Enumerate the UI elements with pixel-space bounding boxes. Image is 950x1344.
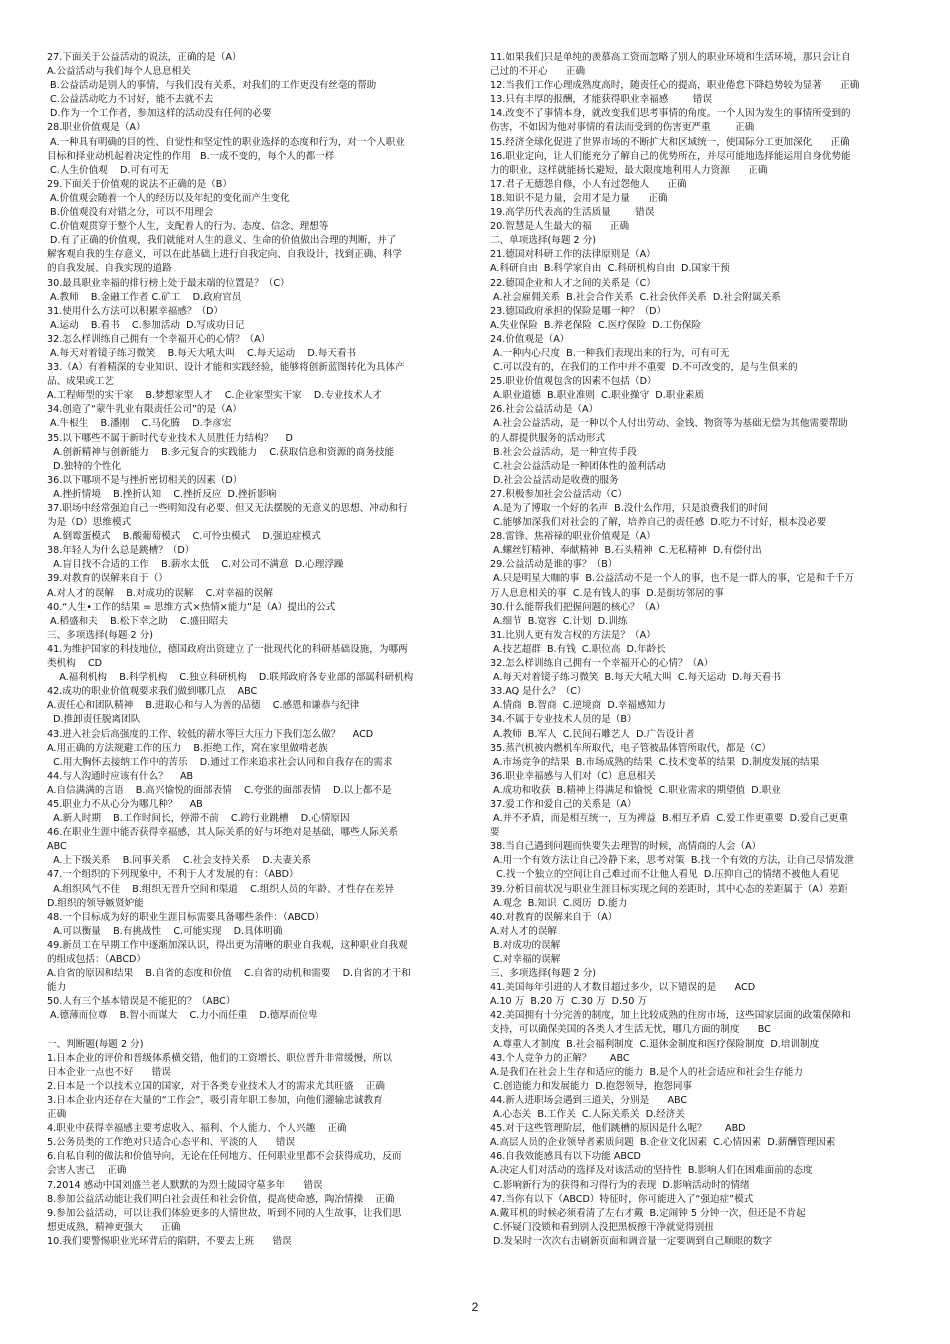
text-line: A.教师 B.金融工作者 C.矿工 D.政府官员	[47, 291, 242, 303]
text-line: 一、判断题(每题 2 分)	[47, 1038, 144, 1050]
text-line: 3.日本企业内还存在大量的“工作会”，吸引青年职工参加，向他们灌输忠诚教育	[47, 1094, 383, 1106]
text-line: A.福利机构 B.科学机构 C.独立科研机构 D.联邦政府各专业部的部属科研机构	[47, 672, 414, 684]
text-line: A.社会公益活动，是一种以个人付出劳动、金钱、物资等为基础无偿为其他需要帮助	[490, 418, 848, 430]
text-line: A.用一个有效方法让自己冷静下来，思考对策 B.找一个有效的方法，让自己尽情发泄	[490, 855, 855, 867]
text-line: 6.自私自利的做法和价值导向，无论在任何地方、任何职业里都不会获得成功，反而	[47, 1151, 402, 1163]
text-line: 的人群提供服务的活动形式	[490, 432, 606, 444]
text-line: 19.高学历代表高的生活质量 错误	[490, 207, 655, 219]
text-line: 33.（A）有着精深的专业知识、设计才能和实践经验，能够将创新蓝图转化为具体产	[47, 362, 405, 374]
text-line: 13.只有丰厚的报酬，才能获得职业幸福感 错误	[490, 94, 712, 106]
text-line: 17.君子无德怨自修，小人有过怨他人 正确	[490, 178, 687, 190]
text-line: A.倒霉蛋模式 B.酸葡萄模式 C.可怜虫模式 D.强迫症模式	[47, 531, 321, 543]
text-line: A.10 万 B.20 万 C.30 万 D.50 万	[490, 996, 647, 1008]
text-line: 39.对教育的误解来自于（）	[47, 573, 168, 585]
text-line: 8.参加公益活动能让我们明白社会责任和社会价值，提高使命感，陶冶情操 正确	[47, 1193, 395, 1205]
text-line: B.公益活动是别人的事情，与我们没有关系，对我们的工作更没有丝毫的帮助	[47, 80, 377, 92]
text-line: C.对幸福的误解	[490, 954, 561, 965]
text-line: C.价值观贯穿于整个人生，支配着人的行为、态度、信念、理想等	[47, 221, 329, 233]
text-line: A.每天对着镜子练习微笑 B.每天大吼大叫 C.每天运动 D.每天看书	[490, 672, 781, 684]
text-line: 48.一个目标成为好的职业生涯目标需要具备哪些条件：（ABCD）	[47, 911, 325, 923]
text-line: 三、多项选择(每题 2 分)	[490, 968, 597, 980]
text-line: A.情商 B.智商 C.逆境商 D.幸福感知力	[490, 700, 666, 712]
text-line: D.作为一个工作者，参加这样的活动没有任何的必要	[47, 108, 272, 120]
text-line: 42.美国拥有十分完善的制度，加上比较成熟的住房市场，这些国家层面的政策保障和	[490, 1010, 851, 1022]
text-line: 16.职业定向，让人们能充分了解自己的优势所在，并尽可能地选择能运用自身优势能	[490, 150, 851, 162]
text-line: A.对人才的误解	[490, 925, 558, 937]
text-line: C.怀疑门没锁和看到别人没把黑板擦干净就觉得别扭	[490, 1221, 714, 1233]
text-line: 25.职业价值观包含的因素不包括（D）	[490, 376, 657, 388]
text-line: 24.价值观是（A）	[490, 333, 570, 345]
text-line: D.推卸责任脱离团队	[47, 714, 141, 726]
text-line: A.牛根生 B.潘刚 C.马化腾 D.李彦宏	[47, 418, 232, 430]
text-line: A.挫折情境 B.挫折认知 C.挫折反应 D.挫折影响	[47, 488, 277, 500]
text-line: A.工程师型的实干家 B.梦想家型人才 C.企业家型实干家 D.专业技术人才	[47, 390, 382, 402]
text-line: 41.为维护国家的科技地位，德国政府出资建立了一批现代化的科研基础设施，为哪两	[47, 643, 408, 655]
text-line: B.社会公益活动，是一种宣传手段	[490, 446, 637, 458]
text-line: 29.公益活动是谁的事？（B）	[490, 559, 618, 571]
text-line: A.是我们在社会上生存和适应的能力 B.是个人的社会适应和社会生存能力	[490, 1066, 803, 1078]
text-line: C.能够加深我们对社会的了解，培养自己的责任感 D.吃力不讨好，根本没必要	[490, 517, 827, 529]
text-line: 二、单项选择(每题 2 分)	[490, 235, 597, 247]
right-column	[490, 51, 903, 1249]
text-line: D.发呆时一次次右击刷新页面和调音量一定要调到自己顺眼的数字	[490, 1235, 773, 1247]
text-line: C.社会公益活动是一种团体性的盈利活动	[490, 460, 666, 472]
text-line: C.创造能力和发展能力 D.抱怨领导，抱怨同事	[490, 1080, 693, 1092]
text-line: A.螺丝钉精神、奉献精神 B.石头精神 C.无私精神 D.有偿付出	[490, 545, 762, 557]
text-line: 类机构 CD	[47, 658, 103, 670]
text-line: A.公益活动与我们每个人息息相关	[47, 66, 191, 78]
text-line: A.只是明星大咖的事 B.公益活动不是一个人的事，也不是一群人的事，它是和千千万	[490, 573, 855, 585]
text-line: 己过的不开心 正确	[490, 66, 586, 78]
text-line: C.公益活动吃力不讨好，能不去就不去	[47, 94, 214, 106]
text-line: 45.对于这些管理阶层，他们跳槽的原因是什么呢？ ABD	[490, 1123, 746, 1135]
text-line: 品、成果或工艺	[47, 376, 115, 388]
text-line: A.是为了博取一个好的名声 B.没什么作用，只是浪费我们的时间	[490, 503, 768, 514]
text-line: 38.年轻人为什么总是跳槽？（D）	[47, 545, 195, 557]
text-line: 31.比别人更有发言权的方法是？（A）	[490, 629, 656, 641]
text-line: 41.美国每年引进的人才数目超过多少，以下错误的是 ACD	[490, 982, 756, 994]
text-line: 36.职业幸福感与人们对（C）息息相关	[490, 770, 656, 782]
text-line: 40.对教育的误解来自于（A）	[490, 911, 618, 923]
text-line: 34.不属于专业技术人员的是（B）	[490, 714, 637, 726]
text-line: A.一种具有明确的目的性、自觉性和坚定性的职业选择的态度和行为，对一个人职业	[47, 136, 405, 148]
text-line: 9.参加公益活动，可以让我们体验更多的人情世故，听到不同的人生故事，让我们思	[47, 1207, 402, 1219]
text-line: 支持，可以确保美国的各类人才生活无忧，哪几方面的制度 BC	[490, 1024, 771, 1036]
page-number: 2	[471, 1300, 479, 1314]
text-line: C.人生价值观 D.可有可无	[47, 164, 169, 176]
text-line: 49.新员工在早期工作中逐渐加深认识，得出更为清晰的职业自我观，这种职业自我观	[47, 939, 408, 951]
text-line: A.决定人们对活动的选择及对该活动的坚持性 B.影响人们在困难面前的态度	[490, 1165, 813, 1177]
text-line: 38.当自己遇到问题而快要失去理智的时候，高情商的人会（A）	[490, 841, 762, 853]
text-line: A.自省的原因和结果 B.自省的态度和价值 C.自省的动机和需要 D.自省的才干和	[47, 968, 411, 980]
text-line: 的组成包括：（ABCD）	[47, 954, 147, 965]
text-line: 32.怎么样训练自己拥有一个幸福开心的心情？（A）	[47, 333, 271, 345]
text-line: 的自我发展、自我实现的道路	[47, 263, 172, 275]
text-line: A.并不矛盾，而是相互统一，互为裨益 B.相互矛盾 C.爱工作更重要 D.爱自己更重	[490, 813, 849, 825]
text-line: 47.当你有以下（ABCD）特征时，你可能进入了“强迫症”模式	[490, 1193, 754, 1205]
text-line: 想更成熟，精神更强大 正确	[47, 1221, 181, 1233]
text-line: B.对成功的误解	[490, 939, 561, 951]
text-line: 11.如果我们只是单纯的羡慕高工资而忽略了别人的职业环境和生活环境，那只会让自	[490, 52, 851, 63]
text-line: A.新人时期 B.工作时间长，停滞不前 C.跨行业跳槽 D.心情原因	[47, 813, 350, 825]
text-line: A.每天对着镜子练习微笑 B.每天大吼大叫 C.每天运动 D.每天看书	[47, 347, 357, 359]
text-line: D.社会公益活动是收费的服务	[490, 474, 619, 486]
text-line: C.可以没有的，在我们的工作中并不重要 D.不可改变的，是与生俱来的	[490, 362, 798, 374]
text-line: 23.德国政府承担的保险是哪一种？（D）	[490, 305, 667, 317]
text-line: 正确	[47, 1109, 67, 1121]
text-line: 44.与人沟通时应该有什么？ AB	[47, 770, 194, 782]
text-line: A.细节 B.宽容 C.计划 D.训练	[490, 615, 628, 627]
text-line: A.责任心和团队精神 B.进取心和与人为善的品德 C.感恩和谦恭与纪律	[47, 700, 360, 712]
text-line: A.心态关 B.工作关 C.人际关系关 D.经济关	[490, 1109, 685, 1121]
text-line: 10.我们要警惕职业光环背后的陷阱，不要去上班 错误	[47, 1235, 292, 1247]
text-line: 46.在职业生涯中能否获得幸福感，其人际关系的好与坏绝对是基础，哪些人际关系	[47, 827, 399, 839]
text-line: 26.社会公益活动是（A）	[490, 404, 599, 416]
text-line: 30.最具职业幸福的排行榜上处于最末端的位置是？（C）	[47, 277, 290, 289]
left-column	[47, 51, 460, 1249]
text-line: 28.雷锋、焦裕禄的职业价值观是（A）	[490, 531, 656, 543]
text-line: 能力	[47, 982, 67, 994]
text-line: 37.爱工作和爱自己的关系是（A）	[490, 798, 637, 810]
text-line: A.运动 B.看书 C.参加活动 D.写成功日记	[47, 319, 245, 331]
text-line: A.一种内心尺度 B.一种我们表现出来的行为，可有可无	[490, 347, 730, 359]
text-line: 29.下面关于价值观的说法不正确的是（B）	[47, 178, 232, 190]
text-line: 40.“人生•工作的结果 = 思维方式×热情×能力”是（A）提出的公式	[47, 601, 336, 613]
text-line: 解客观自我的生存意义，可以在此基础上进行自我定向、自我设计，找到正确、科学	[47, 249, 402, 261]
text-line: C.影响新行为的获得和习得行为的表现 D.影响活动时的情绪	[490, 1179, 750, 1191]
text-line: 27.下面关于公益活动的说法，正确的是（A）	[47, 52, 242, 63]
text-line: A.可以衡量 B.有挑战性 C.可能实现 D.具体明确	[47, 925, 283, 937]
text-line: 会害人害己 正确	[47, 1165, 127, 1177]
text-line: A.对人才的误解 B.对成功的误解 C.对幸福的误解	[47, 587, 273, 599]
text-line: A.上下级关系 B.同事关系 C.社会支持关系 D.夫妻关系	[47, 855, 312, 867]
text-line: 33.AQ 是什么？（C）	[490, 686, 587, 698]
text-line: 7.2014 感动中国刘盛兰老人默默的为烈士陵园守墓多年 错误	[47, 1179, 323, 1191]
text-line: A.自信满满的言语 B.高兴愉悦的面部表情 C.夸张的面部表情 D.以上都不是	[47, 784, 392, 796]
text-line: 力的职业，这样就能扬长避短，最大限度地利用人力资源 正确	[490, 164, 768, 176]
text-line: A.组织风气不佳 B.组织无晋升空间和渠道 C.组织人员的年龄、才性存在差异	[47, 883, 395, 895]
text-line: 万人息息相关的事 C.是有钱人的事 D.是街坊邻居的事	[490, 587, 724, 599]
text-line: 5.公务员类的工作绝对只适合心态平和、平淡的人 错误	[47, 1137, 296, 1149]
text-line: A.用正确的方法规避工作的压力 B.拒绝工作，窝在家里做啃老族	[47, 742, 328, 754]
text-line: A.社会雇佣关系 B.社会合作关系 C.社会伙伴关系 D.社会附属关系	[490, 291, 781, 303]
text-line: C.找一个独立的空间让自己难过而不让他人看见 D.压抑自己的情绪不被他人看见	[490, 869, 839, 881]
text-line: 4.职业中获得幸福感主要考虑收入、福利、个人能力、个人兴趣 正确	[47, 1123, 347, 1135]
text-line: C.用大胸怀去接纳工作中的苦乐 D.通过工作来追求社会认同和自我存在的需求	[47, 756, 393, 768]
text-line: A.观念 B.知识 C.阅历 D.能力	[490, 897, 628, 909]
text-line: 39.分析目前状况与职业生涯目标实现之间的差距时，其中心态的差距属于（A）差距	[490, 883, 848, 895]
text-line: A.尊重人才制度 B.社会福利制度 C.退休金制度和医疗保险制度 D.培训制度	[490, 1038, 820, 1050]
text-line: 18.知识不是力量，会用才是力量 正确	[490, 192, 668, 204]
text-line: 42.成功的职业价值观要求我们做到哪几点 ABC	[47, 686, 258, 698]
text-line: 三、多项选择(每题 2 分)	[47, 629, 154, 641]
text-line: 50.人有三个基本错误是不能犯的？（ABC）	[47, 996, 236, 1008]
text-line: A.市场竞争的结果 B.市场成熟的结果 C.技术变革的结果 D.制度发展的结果	[490, 756, 820, 768]
text-line: 43.进入社会后高强度的工作、较低的薪水等巨大压力下我们怎么做？ ACD	[47, 728, 374, 740]
text-line: 45.职业力不从心分为哪几种？ AB	[47, 798, 203, 810]
text-line: A.盲目找不合适的工作 B.薪水太低 C.对公司不满意 D.心理浮躁	[47, 559, 344, 571]
text-line: 21.德国对科研工作的法律原则是（A）	[490, 249, 656, 261]
text-line: A.高层人员的企业领导者素质问题 B.企业文化因素 C.心情因素 D.薪酬管理因素	[490, 1137, 836, 1149]
text-line: 34.创造了“蒙牛乳业有限责任公司”的是（A）	[47, 404, 242, 416]
text-line: A.失业保险 B.养老保险 C.医疗保险 D.工伤保险	[490, 319, 702, 331]
text-line: A.德薄而位尊 B.智小而谋大 C.力小而任重 D.德厚而位卑	[47, 1010, 318, 1022]
text-line: B.价值观没有对错之分，可以不用理会	[47, 207, 214, 219]
text-line: 28.职业价值观是（A）	[47, 122, 146, 134]
text-line: 15.经济全球化促进了世界市场的不断扩大和区域统一，使国际分工更加深化 正确	[490, 136, 850, 148]
text-line: 47.一个组织的下列现象中，不利于人才发展的有：（ABD）	[47, 869, 299, 881]
text-line: 37.职场中经常强迫自己一些明知没有必要、但又无法摆脱的无意义的思想、冲动和行	[47, 503, 408, 514]
text-line: 22.德国企业和人才之间的关系是（C）	[490, 277, 656, 289]
text-line: 30.什么能帮我们把握问题的核心？（A）	[490, 601, 666, 613]
text-line: 12.当我们工作心理成熟度高时，随责任心的提高，职业倦怠下降趋势较为显著 正确	[490, 80, 860, 92]
text-line: 14.改变不了事情本身，就改变我们思考事情的角度。一个人因为发生的事情所受到的	[490, 108, 851, 120]
text-line: 46.自我效能感具有以下功能 ABCD	[490, 1151, 641, 1163]
text-line: A.稻盛和夫 B.松下幸之助 C.盛田昭夫	[47, 615, 228, 627]
text-line: A.成功和收获 B.精神上得满足和愉悦 C.职业需求的期望值 D.职业	[490, 784, 781, 796]
text-line: D.有了正确的价值观，我们就能对人生的意义、生命的价值做出合理的判断，并了	[47, 235, 397, 247]
text-line: A.科研自由 B.科学家自由 C.科研机构自由 D.国家干预	[490, 263, 730, 275]
text-line: 日本企业一点也不好 错误	[47, 1066, 171, 1078]
text-line: 1.日本企业的评价和晋级体系横交错，他们的工资增长、职位晋升非常缓慢，所以	[47, 1052, 392, 1064]
text-line: 27.积极参加社会公益活动（C）	[490, 488, 628, 500]
text-line: 35.以下哪些不属于新时代专业技术人员胜任力结构？ D	[47, 432, 293, 444]
text-line: 32.怎么样训练自己拥有一个幸福开心的心情？（A）	[490, 658, 714, 670]
text-line: 36.以下哪项不是与挫折密切相关的因素（D）	[47, 474, 243, 486]
text-line: ABC	[47, 841, 67, 853]
text-line: A.职业道德 B.职业准则 C.职业操守 D.职业素质	[490, 390, 705, 402]
text-line: 要	[490, 827, 500, 839]
text-line: 44.新人进职场会遇到三道关，分别是 ABC	[490, 1094, 688, 1106]
text-line: 43.个人竞争力的正解？ ABC	[490, 1052, 630, 1064]
text-line: A.戴耳机的时候必须看清了左右才戴 B.定闹钟 5 分钟一次，但还是不肯起	[490, 1207, 806, 1219]
text-line	[47, 1023, 460, 1037]
text-line: 20.智慧是人生最大的福 正确	[490, 221, 630, 233]
text-line: 伤害，不如因为他对事情的看法而受到的伤害更严重 正确	[490, 122, 755, 134]
text-line: 31.使用什么方法可以积累幸福感？（D）	[47, 305, 224, 317]
text-line: A.创新精神与创新能力 B.多元复合的实践能力 C.获取信息和资源的商务技能	[47, 446, 395, 458]
text-line: D.独特的个性化	[47, 460, 122, 472]
text-line: 为是（D）思维模式	[47, 517, 132, 529]
text-line: 2.日本是一个以技术立国的国家，对于各类专业技术人才的需求尤其旺盛 正确	[47, 1080, 385, 1092]
text-line: A.技艺超群 B.有钱 C.职位高 D.年龄长	[490, 643, 666, 655]
text-line: 35.蒸汽机被内燃机车所取代，电子管被晶体管所取代，都是（C）	[490, 742, 771, 754]
text-line: A.价值观会随着一个人的经历以及年纪的变化而产生变化	[47, 192, 290, 204]
text-line: D.组织的领导嫉贤妒能	[47, 897, 144, 909]
text-line: A.教师 B.军人 C.民间石雕艺人 D.广告设计者	[490, 728, 695, 740]
text-line: 目标和择业动机起着决定性的作用 B.一成不变的，每个人的都一样	[47, 150, 335, 162]
